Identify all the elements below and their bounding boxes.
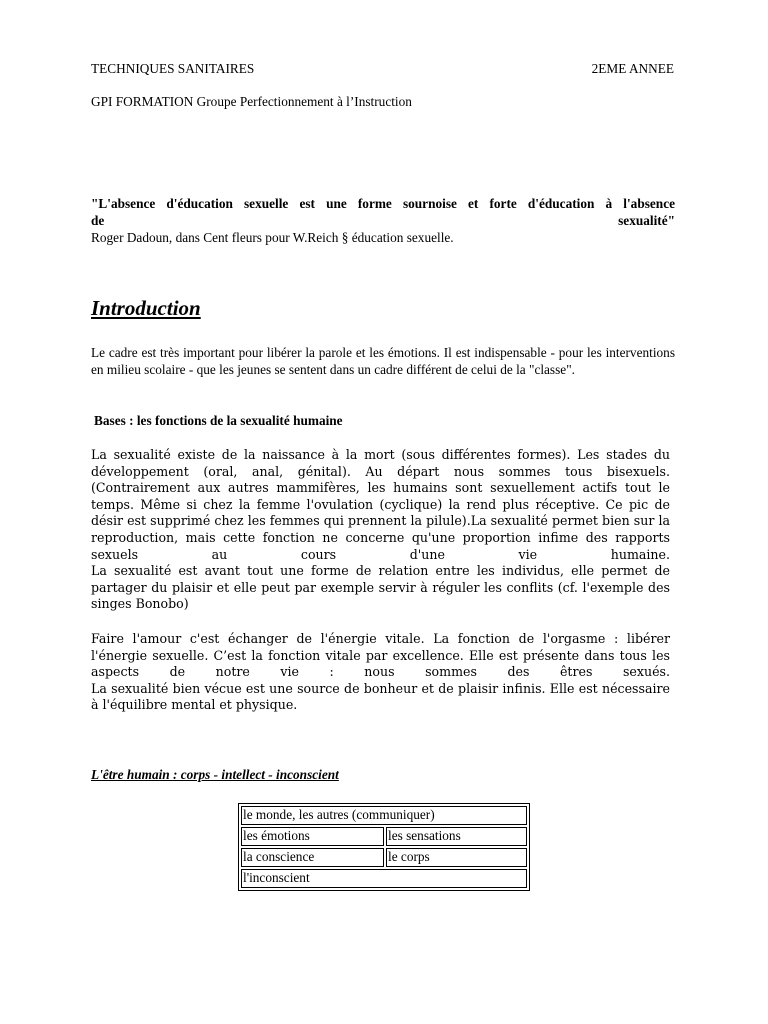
introduction-paragraph: Le cadre est très important pour libérer la parole et les émotions. Il est indispensable - pour les interventions en milieu scolaire - que les jeunes se sentent dans un cadre différent de celui de la "classe". — [91, 345, 675, 377]
table-cell-emotions: les émotions — [241, 827, 384, 846]
header-year: 2EME ANNEE — [591, 61, 674, 76]
page-header — [91, 61, 674, 77]
human-being-heading: L'être humain : corps - intellect - inconscient — [91, 767, 339, 782]
header-subtitle: GPI FORMATION Groupe Perfectionnement à l’Instruction — [91, 94, 412, 109]
table-cell-sensations: les sensations — [386, 827, 527, 846]
energy-text-1: Faire l'amour c'est échanger de l'énergie vitale. La fonction de l'orgasme : libérer l'énergie sexuelle. C’est la fonction vitale par excellence. Elle est présente dans tous les aspects de notre vie : nous sommes des êtres sexués. — [91, 631, 670, 680]
introduction-heading: Introduction — [91, 296, 201, 320]
sexuality-text-1: La sexualité existe de la naissance à la mort (sous différentes formes). Les stades du développement (oral, anal, génital). Au départ nous sommes tous bisexuels. (Contrairement aux autres mammifères, les humains sont sexuellement actifs tout le temps. Même si chez la femme l'ovulation (cyclique) la rend plus réceptive. Ce pic de désir est supprimé chez les femmes qui prennent la pilule).La sexualité permet bien sur la reproduction, mais cette fonction ne concerne qu'une proportion infime des rapports sexuels au cours d'une vie humaine. — [91, 447, 670, 562]
quote-author: Roger Dadoun, dans Cent fleurs pour W.Reich § éducation sexuelle. — [91, 230, 454, 245]
sexuality-paragraph — [91, 447, 670, 613]
table-cell-unconscious: l'inconscient — [241, 869, 527, 888]
quote-line-2 — [91, 213, 675, 230]
bases-heading: Bases : les fonctions de la sexualité humaine — [94, 413, 343, 428]
quote-line-2-start: de — [91, 212, 105, 228]
energy-text-2: La sexualité bien vécue est une source de bonheur et de plaisir infinis. Elle est nécessaire à l'équilibre mental et physique. — [91, 680, 670, 713]
table-row — [241, 869, 527, 888]
quote-line-1: "L'absence d'éducation sexuelle est une forme sournoise et forte d'éducation à l'absence — [91, 196, 675, 211]
table-row — [241, 848, 527, 867]
table-row — [241, 806, 527, 825]
table-cell-body: le corps — [386, 848, 527, 867]
energy-paragraph — [91, 631, 670, 714]
table-row — [241, 827, 527, 846]
quote-line-2-end: sexualité" — [618, 212, 675, 228]
table-cell-world: le monde, les autres (communiquer) — [241, 806, 527, 825]
epigraph-quote — [91, 196, 675, 229]
concepts-table — [238, 803, 530, 891]
sexuality-text-2: La sexualité est avant tout une forme de relation entre les individus, elle permet de partager du plaisir et elle peut par exemple servir à réguler les conflits (cf. l'exemple des singes Bonobo) — [91, 563, 670, 612]
header-course: TECHNIQUES SANITAIRES — [91, 61, 255, 76]
table-cell-conscience: la conscience — [241, 848, 384, 867]
